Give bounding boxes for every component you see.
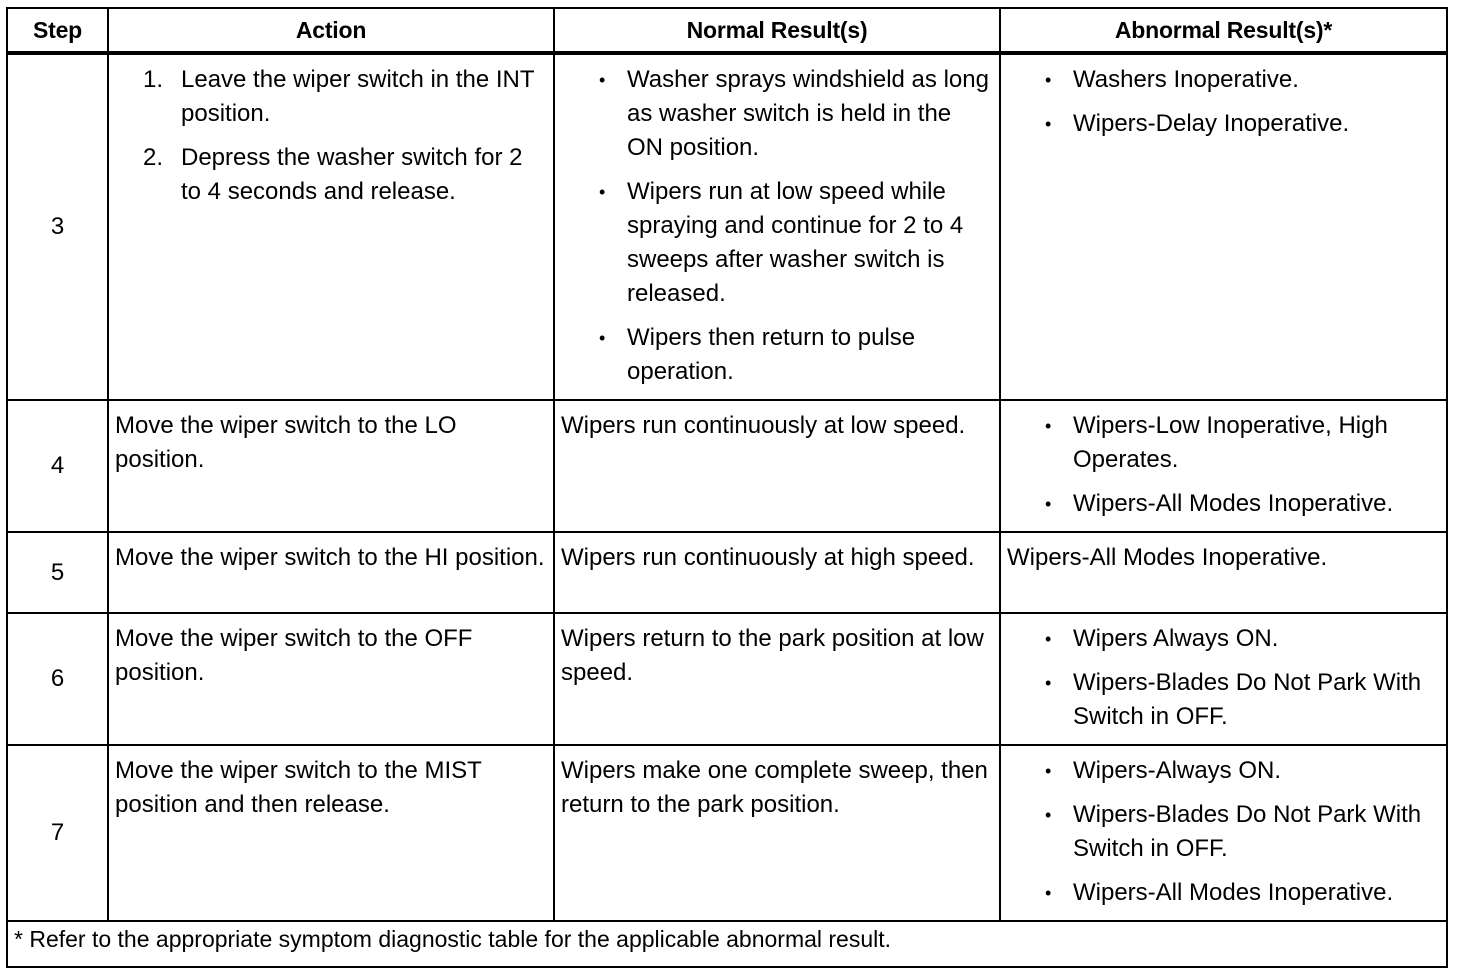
abnormal-results-list <box>1001 401 1446 521</box>
abnormal-result-item: • Wipers-Delay Inoperative. <box>1073 107 1436 141</box>
action-steps-list <box>109 55 553 209</box>
abnormal-results-list <box>1001 746 1446 910</box>
abnormal-result-cell <box>1000 613 1447 745</box>
header-action: Action <box>108 8 554 53</box>
table-row-step-4 <box>7 400 1447 532</box>
abnormal-result-cell <box>1000 400 1447 532</box>
abnormal-result-item: • Wipers-All Modes Inoperative. <box>1073 487 1436 521</box>
normal-result-cell <box>554 745 1000 921</box>
abnormal-result-text: Wipers-All Modes Inoperative. <box>1007 544 1328 571</box>
step-number: 3 <box>7 53 108 400</box>
abnormal-result-item: • Wipers-Blades Do Not Park With Switch in OFF. <box>1073 798 1436 866</box>
step-number: 4 <box>7 400 108 532</box>
table-header-row <box>7 8 1447 53</box>
action-text: Move the wiper switch to the HI position. <box>115 544 545 571</box>
normal-result-text: Wipers make one complete sweep, then return to the park position. <box>561 757 988 818</box>
abnormal-result-item: • Wipers-Always ON. <box>1073 754 1436 788</box>
abnormal-result-item: • Wipers-Blades Do Not Park With Switch in OFF. <box>1073 666 1436 734</box>
action-cell <box>108 613 554 745</box>
step-number: 5 <box>7 532 108 613</box>
wiper-diagnostic-table <box>6 7 1448 968</box>
table-row-step-6 <box>7 613 1447 745</box>
normal-result-cell <box>554 613 1000 745</box>
normal-result-cell <box>554 400 1000 532</box>
normal-results-list <box>555 55 999 389</box>
header-normal-results: Normal Result(s) <box>554 8 1000 53</box>
action-step-item: Depress the washer switch for 2 to 4 seconds and release. <box>181 144 523 205</box>
step-number: 6 <box>7 613 108 745</box>
abnormal-result-item: • Wipers-All Modes Inoperative. <box>1073 876 1436 910</box>
abnormal-result-item: • Wipers Always ON. <box>1073 622 1436 656</box>
action-text: Move the wiper switch to the OFF position. <box>115 625 473 686</box>
action-text: Move the wiper switch to the MIST position and then release. <box>115 757 482 818</box>
document-page <box>6 7 1446 968</box>
normal-result-item: • Washer sprays windshield as long as washer switch is held in the ON position. <box>627 63 989 165</box>
footnote-text: * Refer to the appropriate symptom diagnostic table for the applicable abnormal result. <box>14 926 892 952</box>
footnote-cell <box>7 921 1447 967</box>
action-text: Move the wiper switch to the LO position. <box>115 412 457 473</box>
action-cell <box>108 532 554 613</box>
normal-result-text: Wipers run continuously at high speed. <box>561 544 975 571</box>
abnormal-results-list <box>1001 614 1446 734</box>
step-number: 7 <box>7 745 108 921</box>
action-cell <box>108 400 554 532</box>
normal-result-text: Wipers run continuously at low speed. <box>561 412 966 439</box>
normal-result-text: Wipers return to the park position at low speed. <box>561 625 984 686</box>
normal-result-item: • Wipers run at low speed while spraying and continue for 2 to 4 sweeps after washer switch is released. <box>627 175 989 311</box>
normal-result-cell <box>554 53 1000 400</box>
header-abnormal-results: Abnormal Result(s)* <box>1000 8 1447 53</box>
abnormal-result-cell <box>1000 532 1447 613</box>
normal-result-item: • Wipers then return to pulse operation. <box>627 321 989 389</box>
abnormal-result-cell <box>1000 745 1447 921</box>
table-row-step-5 <box>7 532 1447 613</box>
action-cell <box>108 745 554 921</box>
abnormal-result-item: • Wipers-Low Inoperative, High Operates. <box>1073 409 1436 477</box>
action-cell <box>108 53 554 400</box>
abnormal-results-list <box>1001 55 1446 141</box>
abnormal-result-item: • Washers Inoperative. <box>1073 63 1436 97</box>
table-row-step-3 <box>7 53 1447 400</box>
action-step-item: Leave the wiper switch in the INT position. <box>181 66 535 127</box>
abnormal-result-cell <box>1000 53 1447 400</box>
normal-result-cell <box>554 532 1000 613</box>
header-step: Step <box>7 8 108 53</box>
table-footnote-row <box>7 921 1447 967</box>
table-row-step-7 <box>7 745 1447 921</box>
